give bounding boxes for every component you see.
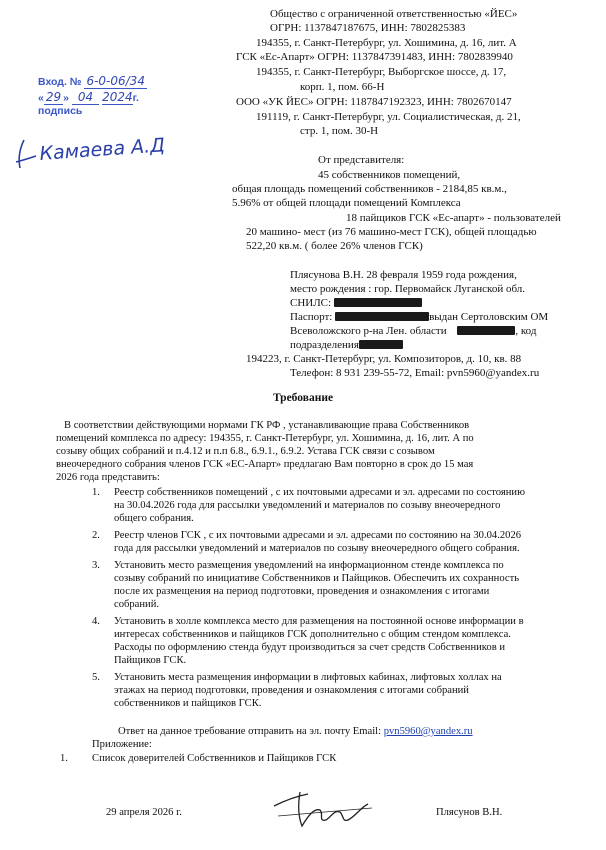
list-item-line: собраний. [114,599,160,610]
stamp-date-close: » [63,92,69,104]
from-parking-area: 522,20 кв.м. ( более 26% членов ГСК) [246,240,423,252]
stamp-date-month: 04 [72,90,99,105]
stamp-in-label: Вход. № [38,76,82,88]
list-item-line: общего собрания. [114,513,194,524]
attachment-number: 1. [60,753,68,764]
list-item-line: Реестр собственников помещений , с их почтовыми адресами и эл. адресами по состоянию [114,487,526,498]
from-parking: 20 машино- мест (из 76 машино-мест ГСК), общей площадью [246,226,537,238]
body-line-4: внеочередного собрания членов ГСК «ЕС-Апарт» предлагаю Вам повторно в срок до 15 мая [56,459,474,470]
stamp-date-day: 29 [45,90,62,104]
footer-signer: Плясунов В.Н. [436,807,503,818]
person-passport-2 [290,325,536,337]
snils-label: СНИЛС: [290,297,332,309]
signature [268,786,378,834]
body-line-1: В соответствии действующими нормами ГК РФ , устанавливающие права Собственников [64,420,470,431]
person-contacts: Телефон: 8 931 239-55-72, Email: pvn5960@yandex.ru [290,367,540,379]
list-item-line: созыву собраний по инициативе Собственников и Пайщиков. Обеспечить их сохранность [114,573,520,584]
list-item-line: Расходы по оформлению стенда будут производиться за счет средств Собственников и [114,642,506,653]
org1-name: Общество с ограниченной ответственностью «ЙЕС» [270,8,518,20]
document-title: Требование [272,392,334,404]
attachment-label: Приложение: [92,739,152,750]
list-item-number: 3. [92,560,100,571]
reply-text: Ответ на данное требование отправить на эл. почту Email: [118,726,382,737]
snils-redaction [334,298,422,307]
list-item-line: на 30.04.2026 года для рассылки уведомлений и материалов по созыву внеочередного [114,500,501,511]
passport-code: , код [515,325,537,337]
org3-ids: ООО «УК ЙЕС» ОГРН: 1187847192323, ИНН: 7802670147 [236,96,512,108]
passport-label: Паспорт: [290,311,333,323]
list-item-line: года для рассылки уведомлений и материалов по созыву внеочередного общего собрания. [114,543,520,554]
body-line-3: созыву общих собраний и п.4.12 и п.п 6.8., 6.9.1., 6.9.2. Устава ГСК связи с созывом [56,446,435,457]
person-passport [290,311,548,323]
body-line-2: помещений комплекса по адресу: 194355, г. Санкт-Петербург, ул. Хошимина, д. 16, лит. А по [56,433,474,444]
stamp-date-year: 2024 [102,90,133,104]
list-item-line: Установить в холле комплекса место для размещения на постоянной основе информации в [114,616,524,627]
list-item-number: 5. [92,672,100,683]
org1-ids: ОГРН: 1137847187675, ИНН: 7802825383 [270,22,466,34]
person-birthplace: место рождения : гор. Первомайск Луганской обл. [290,283,526,295]
passport-redaction [335,312,429,321]
from-owners: 45 собственников помещений, [318,169,461,181]
passport-region: Всеволожского р-на Лен. области [290,325,447,337]
list-item-line: Пайщиков ГСК. [114,655,187,666]
passport-date-redaction [457,326,515,335]
person-name-dob: Плясунова В.Н. 28 февраля 1959 года рождения, [290,269,517,281]
stamp-date-suffix: г. [132,92,139,104]
list-item-line: этажах на период подготовки, проведения и ознакомления с итогами собраний [114,685,469,696]
footer-date: 29 апреля 2026 г. [106,807,182,818]
reply-line [118,726,473,739]
from-percent: 5.96% от общей площади помещений Комплекса [232,197,461,209]
list-item-line: Реестр членов ГСК , с их почтовыми адресами и эл. адреcами по состоянию на 30.04.2026 [114,530,522,541]
handwritten-signature-stamp [10,132,200,172]
passport-issued: выдан Сертоловским ОМ [429,311,549,323]
list-item-number: 4. [92,616,100,627]
org3-address: 191119, г. Санкт-Петербург, ул. Социалистическая, д. 21, [256,111,521,123]
from-shareholders: 18 пайщиков ГСК «Ес-апарт» - пользователей [346,212,561,224]
person-address: 194223, г. Санкт-Петербург, ул. Композиторов, д. 10, кв. 88 [246,353,522,365]
org1-address: 194355, г. Санкт-Петербург, ул. Хошимина, д. 16, лит. А [256,37,517,49]
list-item-line: после их размещения на период подготовки, проведения и ознакомления с итогами [114,586,490,597]
org3-address-2: стр. 1, пом. 30-Н [300,125,379,137]
org2-ids: ГСК «Ес-Апарт» ОГРН: 1137847391483, ИНН: 7802839940 [236,51,513,63]
stamp-sign-label: подпись [38,105,83,117]
list-item-line: Установить места размещения информации в лифтовых кабинах, лифтовых холлах на [114,672,502,683]
attachment-item: Список доверителей Собственников и Пайщиков ГСК [92,753,337,764]
handwritten-name: Камаева А.Д [38,134,166,165]
org2-address: 194355, г. Санкт-Петербург, Выборгское шоссе, д. 17, [256,66,507,78]
from-label: От представителя: [318,154,405,166]
person-snils [290,297,422,309]
list-item-number: 1. [92,487,100,498]
stamp-in-number: 6-0-06/34 [86,74,145,88]
reply-email-link[interactable]: pvn5960@yandex.ru [383,726,473,737]
list-item-number: 2. [92,530,100,541]
stamp-date-open: « [38,92,44,104]
list-item-line: интересах собственников и пайщиков ГСК дополнительно с общим стендом комплекса. [114,629,511,640]
body-line-5: 2026 года представить: [56,472,160,483]
list-item-line: собственников и пайщиков ГСК. [114,698,262,709]
subdivision-redaction [359,340,403,349]
person-subdivision [290,339,403,351]
list-item-line: Установить место размещения уведомлений на информационном стенде комплекса по [114,560,504,571]
subdivision-label: подразделения [290,339,359,351]
org2-address-2: корп. 1, пом. 66-Н [300,81,385,93]
from-area: общая площадь помещений собственников - 2184,85 кв.м., [232,183,507,195]
